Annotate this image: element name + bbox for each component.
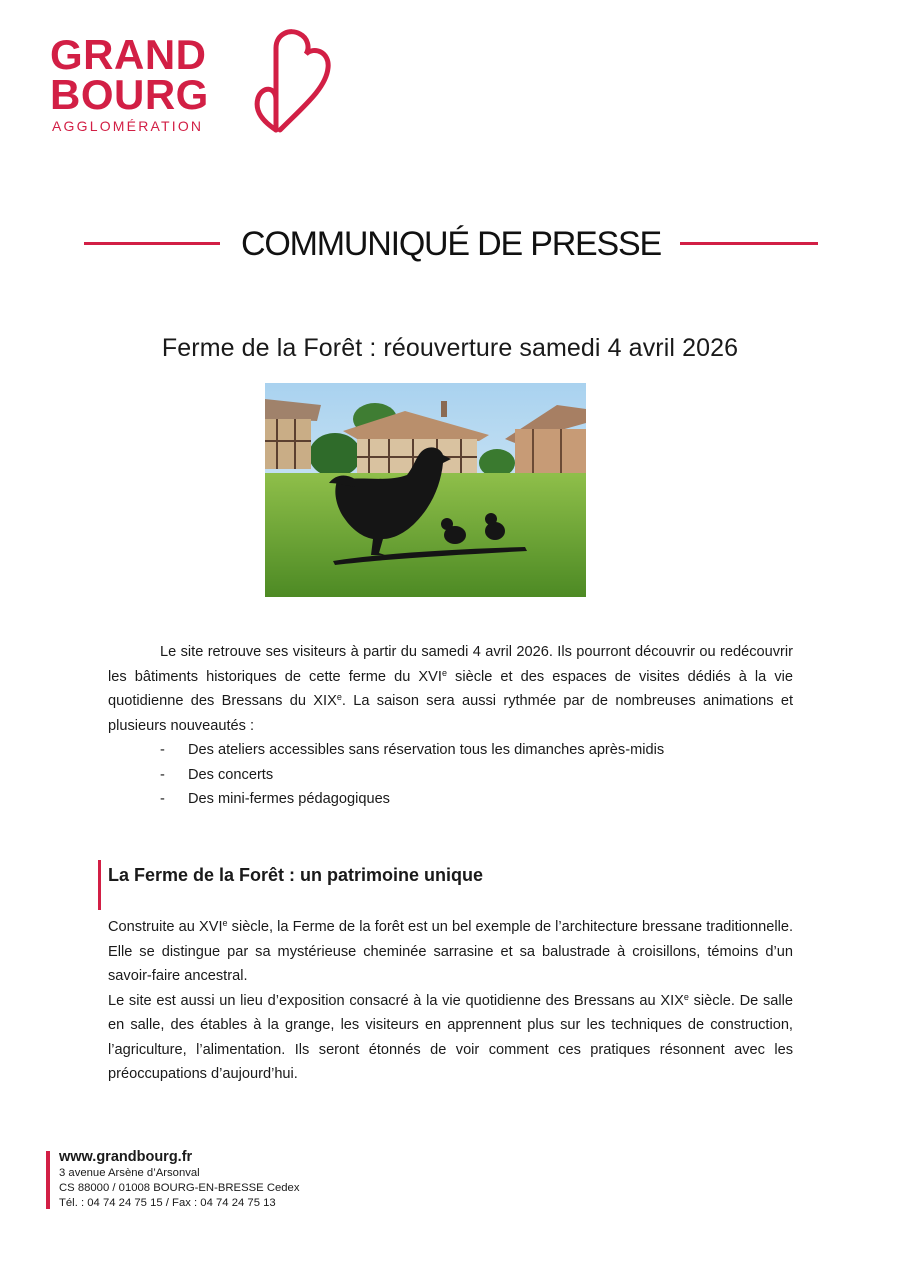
list-item-text: Des ateliers accessibles sans réservation tous les dimanches après-midis bbox=[188, 742, 665, 758]
intro-text-3: . La saison sera aussi rythmée par de nombreuses animations et plusieurs nouveautés : bbox=[108, 693, 793, 734]
section-paragraph-2 bbox=[108, 989, 793, 1087]
footer-address: 3 avenue Arsène d’Arsonval bbox=[59, 1167, 200, 1179]
section-text: siècle. De salle en salle, des étables à la grange, les visiteurs en apprennent plus sur les techniques de construction, l’agriculture, l’alimentation. Ils seront étonnés de voir comment ces pratiques résonnent avec les préoccupations d’aujourd’hui. bbox=[108, 992, 793, 1082]
intro-paragraph bbox=[108, 640, 793, 738]
section-text: siècle, la Ferme de la forêt est un bel exemple de l’architecture bressane traditionnelle. Elle se distingue par sa mystérieuse cheminée sarrasine et sa balustrade à croisillons, témoins d’un savoir-faire ancestral. bbox=[108, 919, 793, 984]
farm-hen-photo bbox=[265, 383, 586, 597]
superscript: e bbox=[336, 692, 342, 702]
heart-pin-icon bbox=[234, 26, 334, 138]
superscript: e bbox=[441, 667, 447, 678]
press-release-banner bbox=[84, 222, 818, 266]
bullet-dash: - bbox=[160, 791, 165, 807]
list-item bbox=[108, 763, 793, 788]
banner-right-rule bbox=[680, 242, 818, 245]
intro-block bbox=[108, 640, 793, 812]
section-paragraph-1 bbox=[108, 915, 793, 989]
list-item-text: Des mini-fermes pédagogiques bbox=[188, 791, 390, 807]
list-item bbox=[108, 738, 793, 763]
list-item-text: Des concerts bbox=[188, 766, 274, 783]
intro-text-1: Le site retrouve ses visiteurs à partir du samedi 4 avril 2026. Ils pourront découvrir ou redécouvrir les bâtiments historiques de cette ferme du XVI bbox=[108, 644, 793, 685]
footer-postal: CS 88000 / 01008 BOURG-EN-BRESSE Cedex bbox=[59, 1182, 300, 1194]
logo-text-agglomeration: AGGLOMÉRATION bbox=[52, 118, 204, 134]
section-title: La Ferme de la Forêt : un patrimoine unique bbox=[108, 865, 484, 885]
list-item bbox=[108, 787, 793, 812]
superscript: e bbox=[683, 991, 689, 1002]
footer-phone: Tél. : 04 74 24 75 15 / Fax : 04 74 24 75 13 bbox=[59, 1197, 276, 1209]
grand-bourg-logo bbox=[46, 26, 336, 138]
website-link[interactable]: www.grandbourg.fr bbox=[59, 1149, 193, 1165]
section-accent-bar bbox=[98, 860, 101, 910]
logo-text-grand: GRAND bbox=[50, 31, 207, 78]
footer bbox=[59, 1148, 299, 1211]
section-text: Construite au XVI bbox=[108, 919, 223, 935]
bullet-dash: - bbox=[160, 742, 165, 758]
section-text: Le site est aussi un lieu d’exposition consacré à la vie quotidienne des Bressans au XIX bbox=[108, 992, 684, 1009]
section-body bbox=[108, 915, 793, 1087]
bullet-dash: - bbox=[160, 766, 165, 783]
novelties-list bbox=[108, 738, 793, 812]
headline: Ferme de la Forêt : réouverture samedi 4 avril 2026 bbox=[161, 334, 739, 362]
press-release-title: COMMUNIQUÉ DE PRESSE bbox=[241, 225, 661, 263]
footer-accent-bar bbox=[46, 1151, 50, 1209]
superscript: e bbox=[222, 918, 228, 928]
logo-text-bourg: BOURG bbox=[50, 71, 209, 118]
intro-text-2: siècle et des espaces de visites dédiés à la vie quotidienne des Bressans du XIX bbox=[108, 668, 793, 709]
